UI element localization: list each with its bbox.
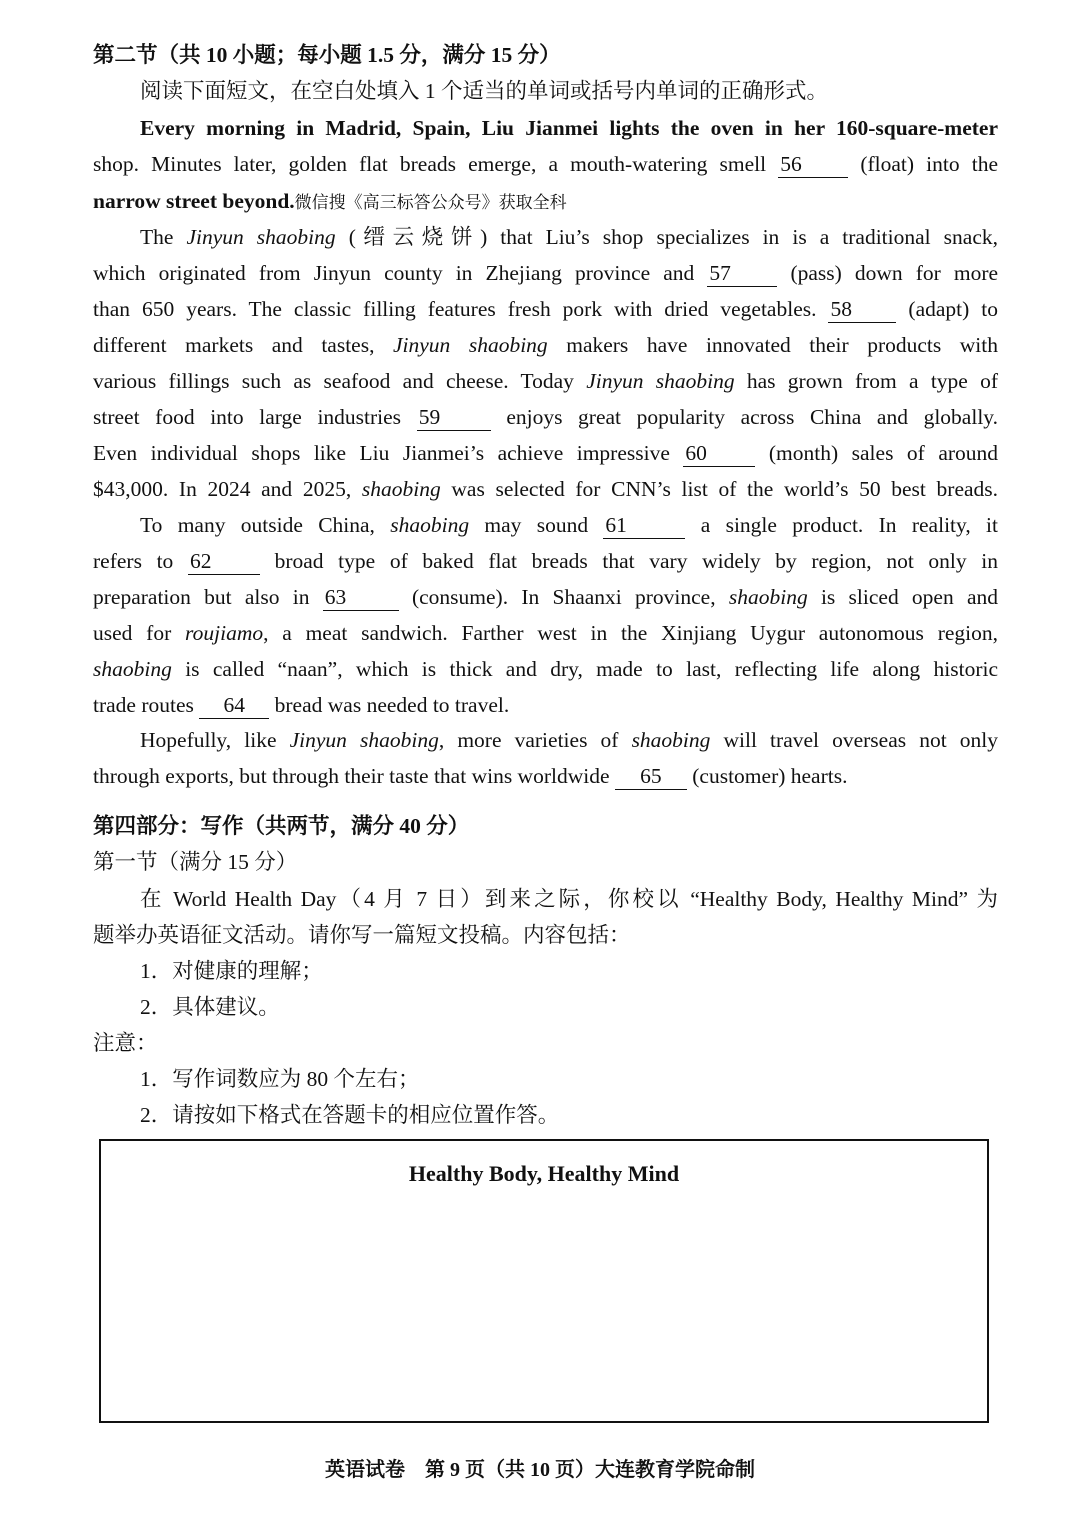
p2-text: Even individual shops like Liu Jianmei’s achieve impressive bbox=[93, 441, 670, 465]
p2-text: street food into large industries bbox=[93, 405, 402, 429]
p2-line2 bbox=[93, 255, 998, 291]
p3-text: bread was needed to travel. bbox=[274, 693, 510, 717]
p1-line3 bbox=[93, 183, 998, 221]
p4-italic: shaobing bbox=[631, 728, 711, 752]
p3-text: may sound bbox=[484, 513, 589, 537]
p2-text: (month) sales of around bbox=[768, 441, 999, 465]
blank-63[interactable]: 63 bbox=[323, 584, 399, 611]
p3-line6 bbox=[93, 687, 998, 723]
p3-line4 bbox=[93, 615, 998, 651]
p3-text: a single product. In reality, it bbox=[700, 513, 998, 537]
blank-61[interactable]: 61 bbox=[603, 512, 685, 539]
p2-line7 bbox=[93, 435, 998, 471]
p4-text: through exports, but through their taste that wins worldwide bbox=[93, 764, 610, 788]
p3-text: , a meat sandwich. Farther west in the Xinjiang Uygur autonomous region, bbox=[263, 621, 998, 645]
p2-text: The bbox=[140, 225, 174, 249]
p4-text: will travel overseas not only bbox=[723, 728, 999, 752]
p1-line1 bbox=[140, 110, 998, 146]
p2-text: (缙云烧饼) that Liu’s shop specializes in is a traditional snack, bbox=[348, 225, 998, 249]
p3-text: refers to bbox=[93, 549, 174, 573]
p2-text: which originated from Jinyun county in Zhejiang province and bbox=[93, 261, 695, 285]
blank-57[interactable]: 57 bbox=[707, 260, 777, 287]
p3-text: To many outside China, bbox=[140, 513, 375, 537]
p1-text: Every morning in Madrid, Spain, Liu Jianmei lights the oven in her 160-square-meter bbox=[140, 116, 998, 140]
p2-line3 bbox=[93, 291, 998, 327]
p4-text: , more varieties of bbox=[438, 728, 619, 752]
task-item2: 2．具体建议。 bbox=[140, 995, 280, 1019]
note-label: 注意： bbox=[93, 1031, 158, 1055]
p3-line1 bbox=[140, 507, 998, 543]
note-item1: 1．写作词数应为 80 个左右； bbox=[140, 1067, 420, 1091]
p3-text: broad type of baked flat breads that vary widely by region, not only in bbox=[274, 549, 999, 573]
section-heading: 第二节（共 10 小题；每小题 1.5 分，满分 15 分） bbox=[93, 43, 561, 67]
answer-box-title: Healthy Body, Healthy Mind bbox=[408, 1161, 680, 1186]
p2-italic: Jinyun shaobing bbox=[186, 225, 336, 249]
p2-text: various fillings such as seafood and cheese. Today bbox=[93, 369, 574, 393]
p3-text: preparation but also in bbox=[93, 585, 310, 609]
p4-line1 bbox=[140, 722, 998, 758]
note-item2: 2．请按如下格式在答题卡的相应位置作答。 bbox=[140, 1103, 560, 1127]
p3-italic: shaobing bbox=[728, 585, 808, 609]
p2-text: (pass) down for more bbox=[790, 261, 999, 285]
p3-text: is called “naan”, which is thick and dry, made to last, reflecting life along historic bbox=[185, 657, 998, 681]
p4-text: (customer) hearts. bbox=[692, 764, 848, 788]
p2-text: was selected for CNN’s list of the world’s 50 best breads. bbox=[451, 477, 999, 501]
p4-line2 bbox=[93, 758, 998, 794]
p2-text: $43,000. In 2024 and 2025, bbox=[93, 477, 352, 501]
blank-56[interactable]: 56 bbox=[778, 151, 848, 178]
p1-text: shop. Minutes later, golden flat breads emerge, a mouth-watering smell bbox=[93, 152, 767, 176]
source-note: 微信搜《高三标答公众号》获取全科 bbox=[294, 193, 567, 213]
blank-59[interactable]: 59 bbox=[417, 404, 491, 431]
part4-heading: 第四部分：写作（共两节，满分 40 分） bbox=[93, 814, 470, 838]
p3-text: used for bbox=[93, 621, 172, 645]
p3-line2 bbox=[93, 543, 998, 579]
p3-text: (consume). In Shaanxi province, bbox=[411, 585, 716, 609]
p2-text: enjoys great popularity across China and globally. bbox=[506, 405, 999, 429]
p4-text: Hopefully, like bbox=[140, 728, 277, 752]
p1-text: narrow street beyond. bbox=[93, 189, 295, 213]
section-instruction: 阅读下面短文，在空白处填入 1 个适当的单词或括号内单词的正确形式。 bbox=[140, 79, 829, 103]
blank-64[interactable]: 64 bbox=[199, 692, 269, 719]
p2-line6 bbox=[93, 399, 998, 435]
p3-text: is sliced open and bbox=[820, 585, 999, 609]
p3-italic: shaobing bbox=[390, 513, 470, 537]
p2-text: makers have innovated their products with bbox=[566, 333, 998, 357]
p2-text: (adapt) to bbox=[908, 297, 998, 321]
p3-italic: roujiamo bbox=[185, 621, 264, 645]
part4-subheading: 第一节（满分 15 分） bbox=[93, 850, 298, 874]
task-line2: 题举办英语征文活动。请你写一篇短文投稿。内容包括： bbox=[93, 923, 631, 947]
p2-italic: Jinyun shaobing bbox=[586, 369, 735, 393]
p3-line5 bbox=[93, 651, 998, 687]
p4-italic: Jinyun shaobing bbox=[289, 728, 439, 752]
p3-text: trade routes bbox=[93, 693, 194, 717]
p2-italic: Jinyun shaobing bbox=[393, 333, 548, 357]
blank-65[interactable]: 65 bbox=[615, 763, 687, 790]
task-item1: 1．对健康的理解； bbox=[140, 959, 323, 983]
task-line1: 在 World Health Day（4 月 7 日）到来之际，你校以 “Healthy Body, Healthy Mind” 为 bbox=[140, 887, 998, 911]
p3-line3 bbox=[93, 579, 998, 615]
p2-line8 bbox=[93, 471, 998, 507]
page-footer: 英语试卷 第 9 页（共 10 页）大连教育学院命制 bbox=[325, 1459, 755, 1481]
p2-text: has grown from a type of bbox=[746, 369, 999, 393]
p2-line4 bbox=[93, 327, 998, 363]
p2-line1 bbox=[140, 219, 998, 255]
p3-italic: shaobing bbox=[93, 657, 172, 681]
p2-text: different markets and tastes, bbox=[93, 333, 375, 357]
blank-60[interactable]: 60 bbox=[683, 440, 755, 467]
p2-line5 bbox=[93, 363, 998, 399]
p2-italic: shaobing bbox=[361, 477, 441, 501]
blank-58[interactable]: 58 bbox=[828, 296, 896, 323]
p2-text: than 650 years. The classic filling features fresh pork with dried vegetables. bbox=[93, 297, 817, 321]
p1-line2 bbox=[93, 146, 998, 182]
blank-62[interactable]: 62 bbox=[188, 548, 260, 575]
p1-text: (float) into the bbox=[860, 152, 998, 176]
